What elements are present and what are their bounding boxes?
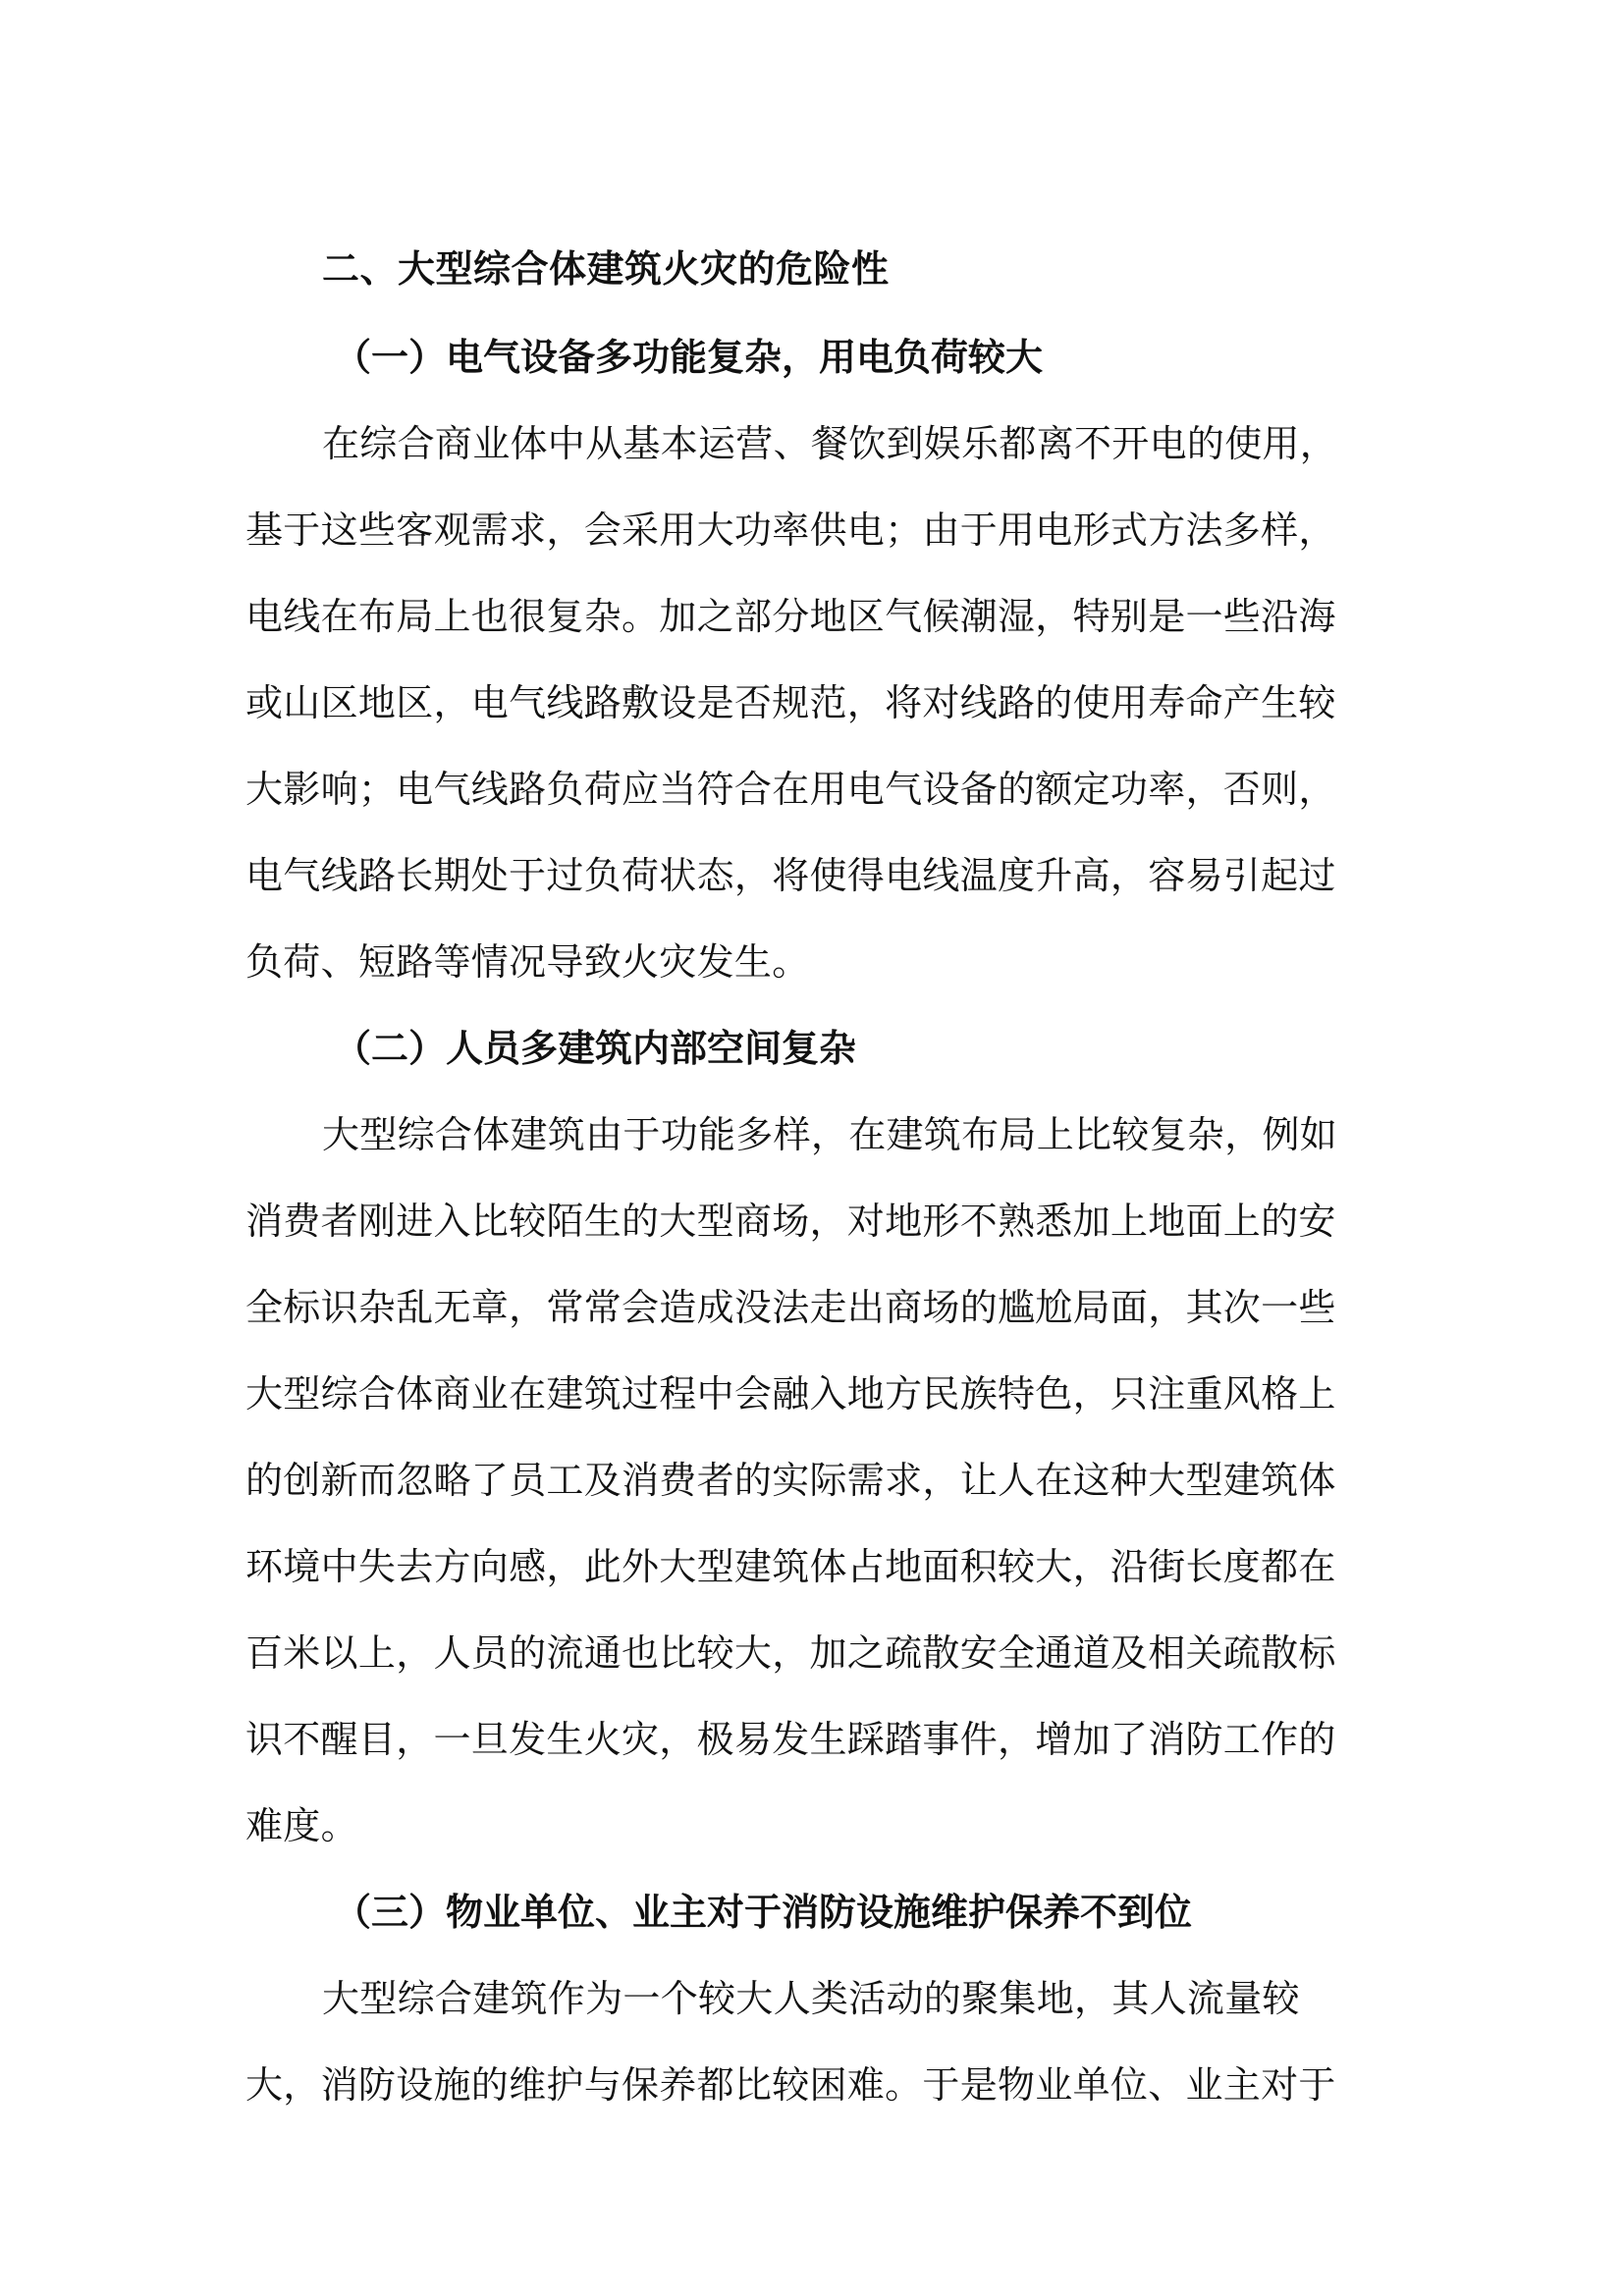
document-body [245,240,1363,2142]
paragraph-line: 在综合商业体中从基本运营、餐饮到娱乐都离不开电的使用， [322,422,1338,465]
subsection-heading-2: （二）人员多建筑内部空间复杂 [334,1027,857,1070]
paragraph-1 [245,414,1363,1019]
paragraph-line: 电气线路长期处于过负荷状态，将使得电线温度升高，容易引起过 [245,854,1336,897]
subsection-heading-1: （一）电气设备多功能复杂，用电负荷较大 [334,336,1044,379]
paragraph-line: 环境中失去方向感，此外大型建筑体占地面积较大，沿街长度都在 [245,1545,1336,1588]
paragraph-line: 识不醒目，一旦发生火灾，极易发生踩踏事件，增加了消防工作的 [245,1718,1336,1761]
paragraph-line: 电线在布局上也很复杂。加之部分地区气候潮湿，特别是一些沿海 [245,595,1336,638]
paragraph-line: 或山区地区，电气线路敷设是否规范，将对线路的使用寿命产生较 [245,681,1336,724]
paragraph-line: 大影响；电气线路负荷应当符合在用电气设备的额定功率，否则， [245,768,1336,811]
subsection-heading-3: （三）物业单位、业主对于消防设施维护保养不到位 [334,1891,1193,1934]
paragraph-line: 难度。 [245,1804,358,1847]
paragraph-line: 大型综合建筑作为一个较大人类活动的聚集地，其人流量较 [322,1977,1300,2020]
paragraph-line: 大型综合体商业在建筑过程中会融入地方民族特色，只注重风格上 [245,1372,1336,1415]
paragraph-2 [245,1105,1363,1883]
paragraph-line: 全标识杂乱无章，常常会造成没法走出商场的尴尬局面，其次一些 [245,1286,1336,1329]
paragraph-line: 消费者刚进入比较陌生的大型商场，对地形不熟悉加上地面上的安 [245,1200,1336,1243]
paragraph-line: 的创新而忽略了员工及消费者的实际需求，让人在这种大型建筑体 [245,1459,1336,1502]
paragraph-line: 大型综合体建筑由于功能多样，在建筑布局上比较复杂，例如 [322,1113,1338,1156]
paragraph-line: 百米以上，人员的流通也比较大，加之疏散安全通道及相关疏散标 [245,1631,1336,1675]
paragraph-3 [245,1969,1363,2142]
paragraph-line: 基于这些客观需求，会采用大功率供电；由于用电形式方法多样， [245,508,1336,552]
paragraph-line: 大，消防设施的维护与保养都比较困难。于是物业单位、业主对于 [245,2063,1336,2107]
paragraph-line: 负荷、短路等情况导致火灾发生。 [245,940,810,984]
section-title: 二、大型综合体建筑火灾的危险性 [322,247,890,291]
